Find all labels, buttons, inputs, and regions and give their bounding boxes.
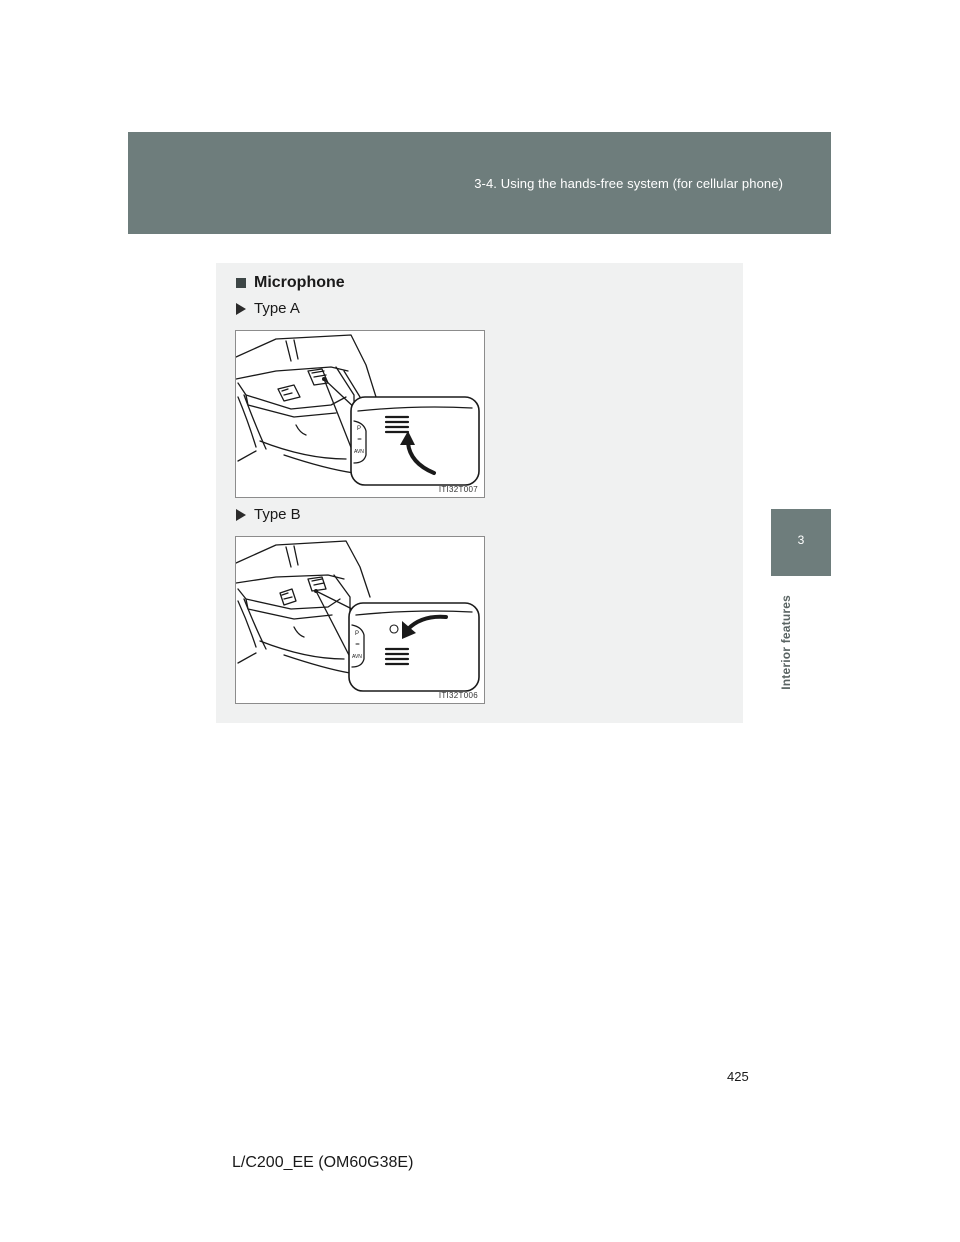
switch-mark-avn: AVN [352,654,362,660]
section-title: 3-4. Using the hands-free system (for cellular phone) [474,176,783,191]
type-b-text: Type B [254,506,301,523]
heading-text: Microphone [254,274,345,291]
content-panel [216,263,743,723]
microphone-hole-icon [390,625,398,633]
page-number: 425 [727,1069,749,1084]
overhead-console-illustration-a [236,331,484,497]
triangle-bullet-icon [236,509,246,521]
figure-code: ITI32T007 [438,485,478,494]
square-bullet-icon [236,278,246,288]
overhead-console-illustration-b [236,537,484,703]
figure-type-b [235,536,485,704]
chapter-number: 3 [797,533,805,547]
chapter-label: Interior features [779,595,793,690]
switch-mark-wave: ≃ [355,642,361,648]
section-heading [236,274,345,292]
type-a-text: Type A [254,300,300,317]
chapter-label-container [771,580,801,690]
switch-mark-avn: AVN [354,449,364,455]
figure-code: ITI32T006 [438,691,478,700]
type-b-label [236,506,301,523]
switch-mark-p: P [357,426,362,432]
figure-type-a [235,330,485,498]
document-code: L/C200_EE (OM60G38E) [232,1154,414,1171]
switch-mark-p: P [355,631,360,637]
chapter-tab [771,509,831,576]
switch-mark-wave: ≃ [357,437,363,443]
type-a-label [236,300,300,317]
triangle-bullet-icon [236,303,246,315]
header-band [128,132,831,234]
